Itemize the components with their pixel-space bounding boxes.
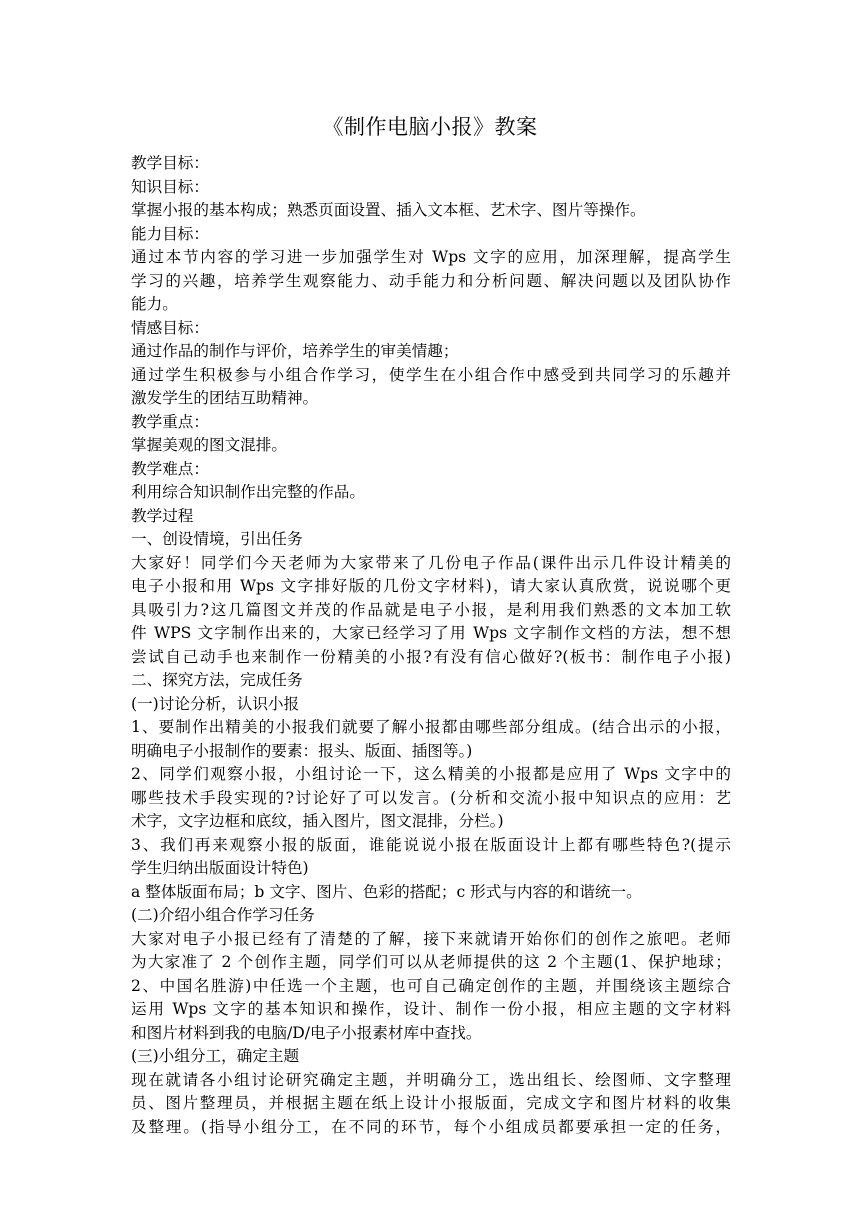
text-line: 3、我们再来观察小报的版面，谁能说说小报在版面设计上都有哪些特色?(提示 [131, 835, 731, 854]
text-line: 一、创设情境，引出任务 [131, 530, 303, 548]
document-body [131, 152, 731, 1139]
text-line: 学生归纳出版面设计特色) [131, 859, 309, 877]
text-line: 掌握小报的基本构成；熟悉页面设置、插入文本框、艺术字、图片等操作。 [131, 201, 646, 219]
text-line: 学习的兴趣，培养学生观察能力、动手能力和分析问题、解决问题以及团队协作 [131, 271, 731, 290]
text-line: 能力。 [131, 295, 178, 313]
text-line: 具吸引力?这几篇图文并茂的作品就是电子小报，是利用我们熟悉的文本加工软 [131, 600, 731, 619]
text-line: 2、中国名胜游)中任选一个主题，也可自己确定创作的主题，并围绕该主题综合 [131, 976, 731, 995]
text-line: 能力目标： [131, 224, 209, 243]
text-line: 现在就请各小组讨论研究确定主题，并明确分工，选出组长、绘图师、文字整理 [131, 1070, 731, 1089]
text-line: 利用综合知识制作出完整的作品。 [131, 483, 365, 501]
text-line: 1、要制作出精美的小报我们就要了解小报都由哪些部分组成。(结合出示的小报， [131, 718, 731, 736]
text-line: 情感目标： [131, 318, 209, 337]
text-line: 大家对电子小报已经有了清楚的了解，接下来就请开始你们的创作之旅吧。老师 [131, 929, 731, 948]
text-line: 教学难点： [131, 459, 209, 478]
text-line: 通过学生积极参与小组合作学习，使学生在小组合作中感受到共同学习的乐趣并 [131, 365, 731, 384]
text-line: 哪些技术手段实现的?讨论好了可以发言。(分析和交流小报中知识点的应用：艺 [131, 788, 731, 807]
text-line: 通过作品的制作与评价，培养学生的审美情趣； [131, 342, 459, 360]
text-line: 激发学生的团结互助精神。 [131, 389, 319, 407]
text-line: 教学过程 [131, 506, 194, 525]
text-line: 电子小报和用 Wps 文字排好版的几份文字材料)，请大家认真欣赏，说说哪个更 [131, 577, 731, 595]
text-line: 为大家准了 2 个创作主题，同学们可以从老师提供的这 2 个主题(1、保护地球； [131, 953, 731, 971]
text-line: 2、同学们观察小报，小组讨论一下，这么精美的小报都是应用了 Wps 文字中的 [131, 765, 731, 783]
text-line: 二、探究方法，完成任务 [131, 671, 303, 689]
text-line: 掌握美观的图文混排。 [131, 436, 287, 454]
text-line: (三)小组分工，确定主题 [131, 1047, 300, 1065]
text-line: 知识目标： [131, 177, 209, 196]
text-line: 件 WPS 文字制作出来的，大家已经学习了用 Wps 文字制作文档的方法，想不想 [131, 624, 731, 642]
text-line: (二)介绍小组合作学习任务 [131, 906, 315, 924]
text-line: 术字，文字边框和底纹，插入图片，图文混排，分栏。) [131, 812, 504, 830]
text-line: 和图片材料到我的电脑/D/电子小报素材库中查找。 [131, 1023, 482, 1042]
text-line: 教学重点： [131, 412, 209, 431]
text-line: a 整体版面布局；b 文字、图片、色彩的搭配；c 形式与内容的和谐统一。 [131, 882, 642, 901]
text-line: (一)讨论分析，认识小报 [131, 694, 300, 713]
document-title: 《制作电脑小报》教案 [322, 115, 538, 139]
text-line: 及整理。(指导小组分工，在不同的环节，每个小组成员都要承担一定的任务， [131, 1117, 731, 1136]
text-line: 明确电子小报制作的要素：报头、版面、插图等。) [131, 741, 473, 760]
text-line: 大家好！同学们今天老师为大家带来了几份电子作品(课件出示几件设计精美的 [131, 553, 731, 572]
text-line: 通过本节内容的学习进一步加强学生对 Wps 文字的应用，加深理解，提高学生 [131, 248, 731, 266]
text-line: 教学目标： [131, 154, 209, 172]
text-line: 员、图片整理员，并根据主题在纸上设计小报版面，完成文字和图片材料的收集 [131, 1094, 731, 1112]
text-line: 尝试自己动手也来制作一份精美的小报?有没有信心做好?(板书：制作电子小报) [131, 647, 731, 666]
text-line: 运用 Wps 文字的基本知识和操作，设计、制作一份小报，相应主题的文字材料 [131, 1000, 731, 1018]
